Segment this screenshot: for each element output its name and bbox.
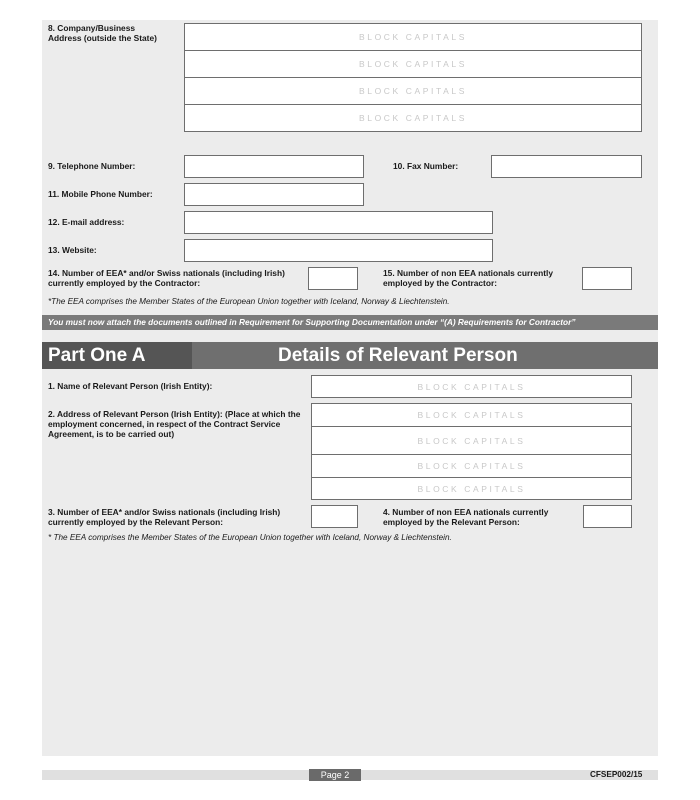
non-eea-count-contractor-input[interactable] [582, 267, 632, 290]
eea-count-relevant-input[interactable] [311, 505, 358, 528]
form-code: CFSEP002/15 [590, 770, 643, 779]
eea-count-contractor-input[interactable] [308, 267, 358, 290]
address-line-2-input[interactable]: BLOCK CAPITALS [184, 50, 642, 78]
fax-input[interactable] [491, 155, 642, 178]
q11-label: 11. Mobile Phone Number: [48, 189, 153, 199]
rp-q3-label: 3. Number of EEA* and/or Swiss nationals (including Irish) currently employed by the Relevant Person: [48, 507, 281, 527]
q12-label: 12. E-mail address: [48, 217, 125, 227]
rp-address-line-3-input[interactable]: BLOCK CAPITALS [311, 454, 632, 478]
telephone-input[interactable] [184, 155, 364, 178]
q10-label: 10. Fax Number: [393, 161, 459, 171]
part-label: Part One A [42, 342, 192, 369]
rp-address-line-2-input[interactable]: BLOCK CAPITALS [311, 426, 632, 455]
rp-address-line-1-input[interactable]: BLOCK CAPITALS [311, 403, 632, 427]
address-line-3-input[interactable]: BLOCK CAPITALS [184, 77, 642, 105]
q13-label: 13. Website: [48, 245, 97, 255]
website-input[interactable] [184, 239, 493, 262]
attach-documents-banner: You must now attach the documents outlined in Requirement for Supporting Documentation under “(A) Requirements for Contractor” [42, 315, 658, 330]
address-line-1-input[interactable]: BLOCK CAPITALS [184, 23, 642, 51]
q15-label: 15. Number of non EEA nationals currently employed by the Contractor: [383, 268, 554, 288]
page-number: Page 2 [309, 769, 361, 781]
address-line-4-input[interactable]: BLOCK CAPITALS [184, 104, 642, 132]
q9-label: 9. Telephone Number: [48, 161, 136, 171]
rp-address-line-4-input[interactable]: BLOCK CAPITALS [311, 477, 632, 500]
rp-q4-label: 4. Number of non EEA nationals currently employed by the Relevant Person: [383, 507, 549, 527]
email-input[interactable] [184, 211, 493, 234]
eea-footnote: *The EEA comprises the Member States of the European Union together with Iceland, Norway & Liechtenstein. [48, 297, 450, 306]
relevant-person-name-input[interactable]: BLOCK CAPITALS [311, 375, 632, 398]
q8-label: 8. Company/Business Address (outside the State) [48, 23, 157, 43]
part-title: Details of Relevant Person [278, 345, 518, 366]
rp-q2-label: 2. Address of Relevant Person (Irish Entity): (Place at which the employment concerned, in respect of the Contract Service Agreement, is to be carried out) [48, 409, 301, 439]
rp-eea-footnote: * The EEA comprises the Member States of the European Union together with Iceland, Norway & Liechtenstein. [48, 533, 452, 542]
rp-q1-label: 1. Name of Relevant Person (Irish Entity): [48, 381, 213, 391]
part-one-a-header [42, 342, 658, 369]
non-eea-count-relevant-input[interactable] [583, 505, 632, 528]
q14-label: 14. Number of EEA* and/or Swiss nationals (including Irish) currently employed by the Contractor: [48, 268, 285, 288]
mobile-input[interactable] [184, 183, 364, 206]
